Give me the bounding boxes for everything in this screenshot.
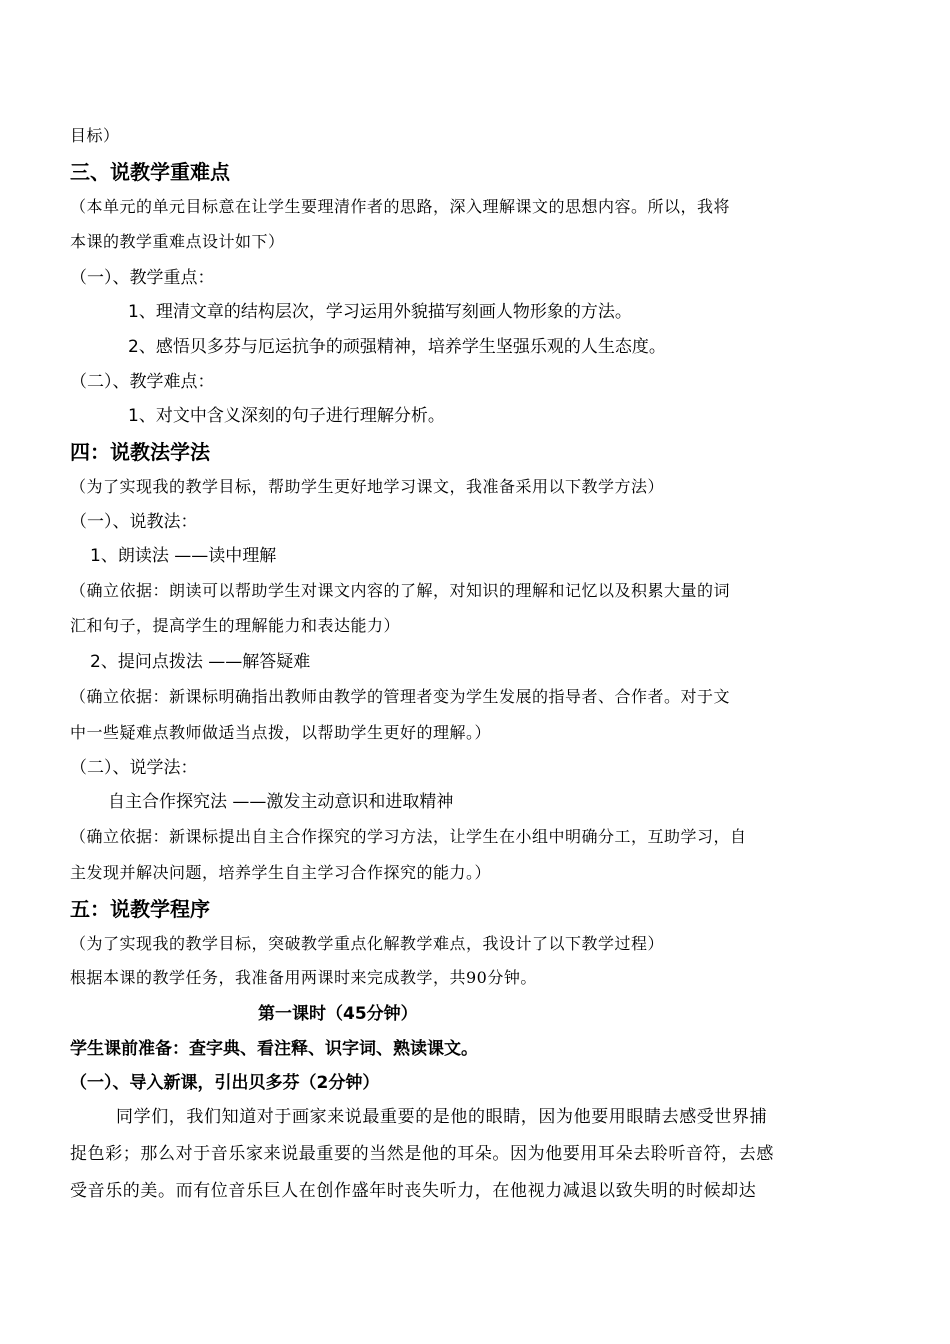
list-item: 2、提问点拨法 ——解答疑难 <box>90 652 311 672</box>
subheading: （二）、说学法： <box>70 758 198 778</box>
section-heading-4: 四：说教法学法 <box>70 440 210 464</box>
text-line: （确立依据：新课标明确指出教师由教学的管理者变为学生发展的指导者、合作者。对于文 <box>70 687 731 706</box>
text-line: （为了实现我的教学目标，突破教学重点化解教学难点，我设计了以下教学过程） <box>70 934 665 953</box>
text-line: 汇和句子，提高学生的理解能力和表达能力） <box>70 616 401 635</box>
text-line: 根据本课的教学任务，我准备用两课时来完成教学，共90分钟。 <box>70 968 537 987</box>
subheading: （二）、教学难点： <box>70 372 215 392</box>
list-item: 1、对文中含义深刻的句子进行理解分析。 <box>128 406 445 426</box>
list-item: 1、理清文章的结构层次，学习运用外貌描写刻画人物形象的方法。 <box>128 302 632 322</box>
subheading: （一）、教学重点： <box>70 268 215 288</box>
text-line: 目标） <box>70 126 120 145</box>
text-line: 主发现并解决问题，培养学生自主学习合作探究的能力。） <box>70 863 492 882</box>
lesson-title: 第一课时（45分钟） <box>258 1004 418 1024</box>
text-line: 本课的教学重难点设计如下） <box>70 232 285 251</box>
text-line: （确立依据：新课标提出自主合作探究的学习方法，让学生在小组中明确分工，互助学习，自 <box>70 827 747 846</box>
subheading: （一）、说教法： <box>70 512 198 532</box>
text-line: （为了实现我的教学目标，帮助学生更好地学习课文，我准备采用以下教学方法） <box>70 477 665 496</box>
section-heading-5: 五：说教学程序 <box>70 897 210 921</box>
list-item: 自主合作探究法 ——激发主动意识和进取精神 <box>108 792 454 812</box>
bold-subheading: （一）、导入新课，引出贝多芬（2分钟） <box>70 1073 380 1093</box>
list-item: 1、朗读法 ——读中理解 <box>90 546 277 566</box>
paragraph-line: 受音乐的美。而有位音乐巨人在创作盛年时丧失听力，在他视力减退以致失明的时候却达 <box>70 1181 757 1201</box>
list-item: 2、感悟贝多芬与厄运抗争的顽强精神，培养学生坚强乐观的人生态度。 <box>128 337 666 357</box>
paragraph-line: 同学们，我们知道对于画家来说最重要的是他的眼睛，因为他要用眼睛去感受世界捕 <box>116 1107 768 1127</box>
bold-line: 学生课前准备：查字典、看注释、识字词、熟读课文。 <box>70 1039 478 1059</box>
text-line: （确立依据：朗读可以帮助学生对课文内容的了解，对知识的理解和记忆以及积累大量的词 <box>70 581 731 600</box>
paragraph-line: 捉色彩；那么对于音乐家来说最重要的当然是他的耳朵。因为他要用耳朵去聆听音符，去感 <box>70 1144 774 1164</box>
text-line: （本单元的单元目标意在让学生要理清作者的思路，深入理解课文的思想内容。所以，我将 <box>70 197 731 216</box>
section-heading-3: 三、说教学重难点 <box>70 160 230 184</box>
text-line: 中一些疑难点教师做适当点拨，以帮助学生更好的理解。） <box>70 723 492 742</box>
